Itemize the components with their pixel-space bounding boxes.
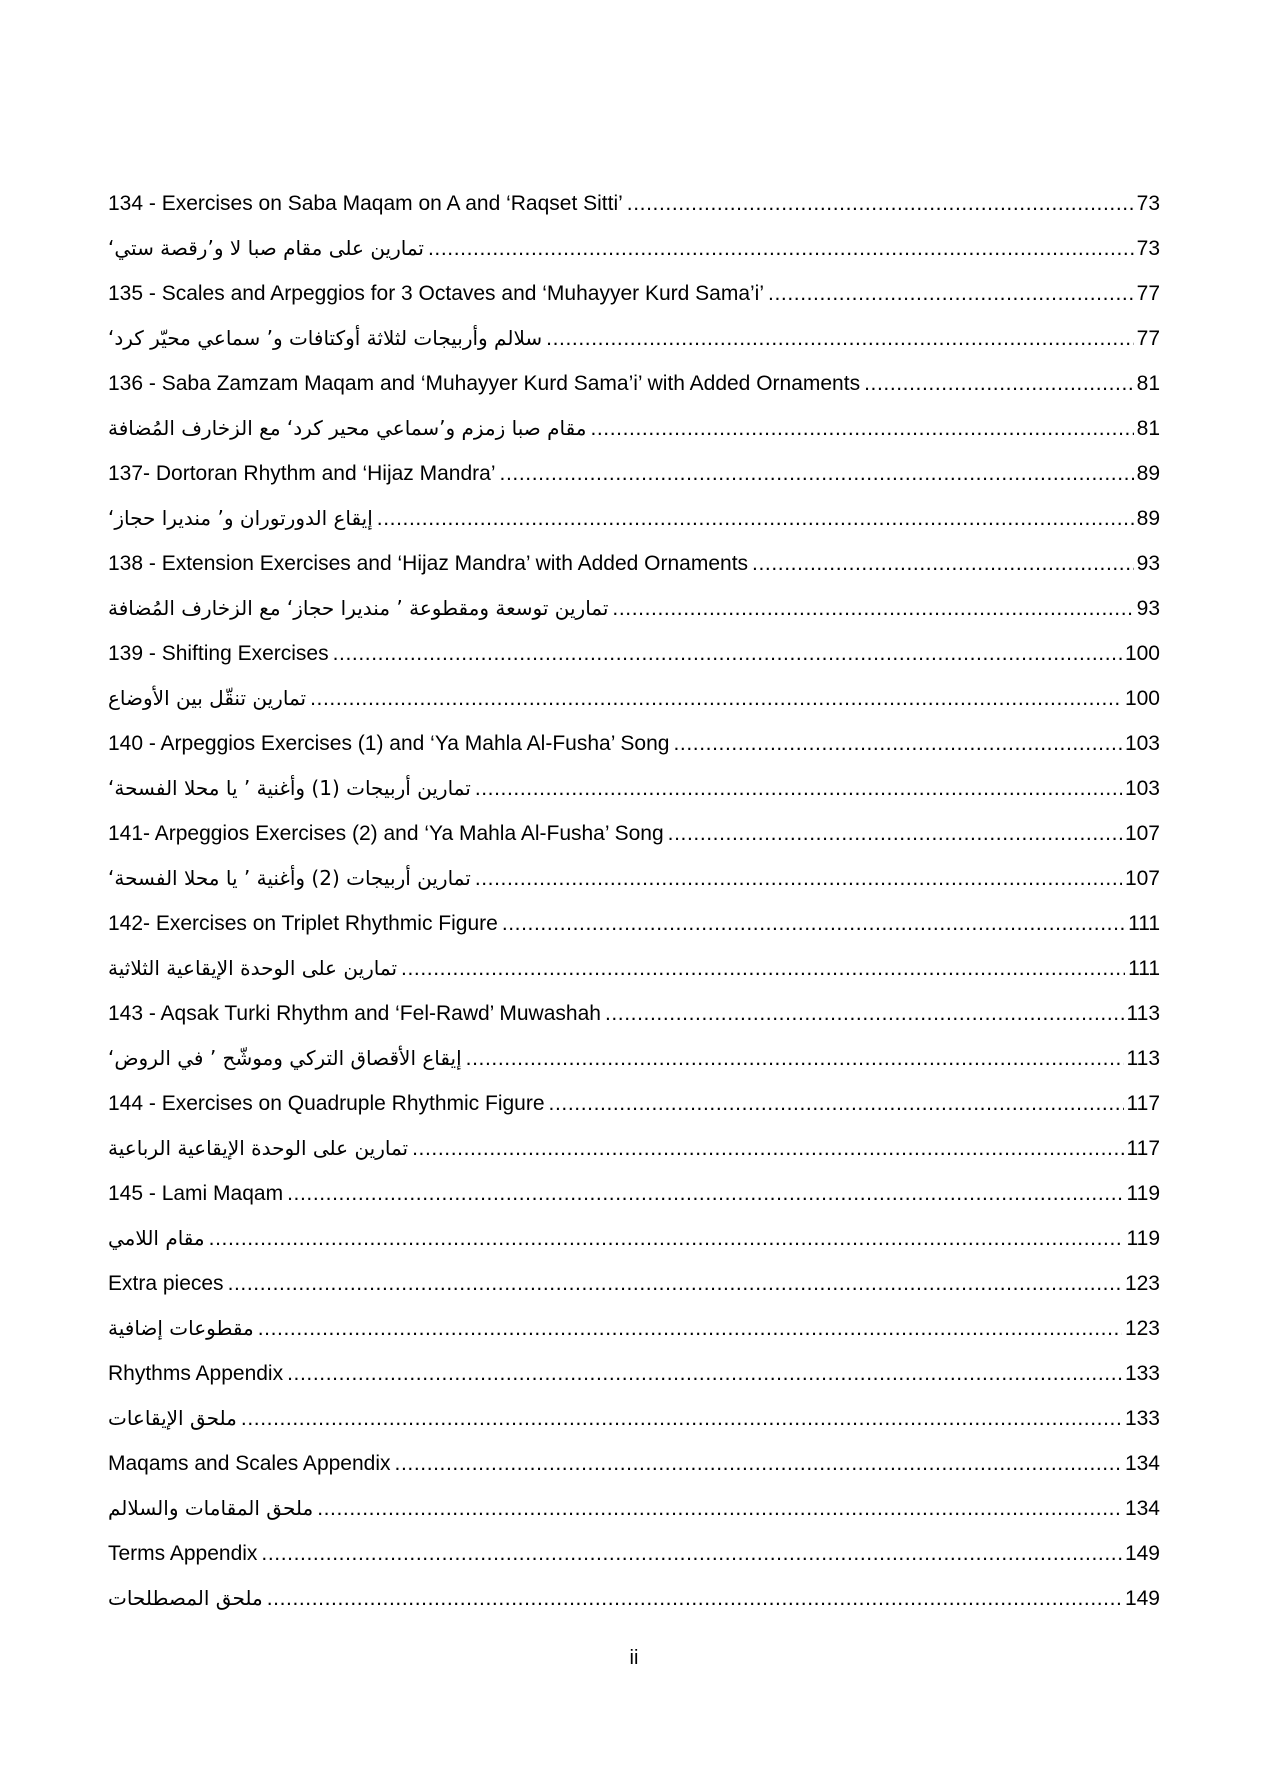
toc-entry[interactable] xyxy=(108,1306,1160,1351)
toc-entry-title: ملحق المقامات والسلالم xyxy=(108,1496,314,1520)
toc-entry-title: Extra pieces xyxy=(108,1272,224,1295)
toc-entry-page-number: 107 xyxy=(1124,867,1160,890)
toc-entry-title: سلالم وأربيجات لثلاثة أوكتافات و’ سماعي محيّر كرد‘ xyxy=(108,326,543,350)
toc-entry[interactable] xyxy=(108,946,1160,991)
dot-leader xyxy=(549,1081,1124,1126)
dot-leader xyxy=(673,721,1121,766)
dot-leader xyxy=(668,811,1122,856)
toc-entry[interactable] xyxy=(108,271,1160,316)
toc-entry[interactable] xyxy=(108,226,1160,271)
toc-entry-page-number: 100 xyxy=(1124,642,1160,665)
dot-leader xyxy=(412,1126,1123,1171)
toc-entry[interactable] xyxy=(108,856,1160,901)
toc-entry[interactable] xyxy=(108,1486,1160,1531)
toc-entry-title: تمارين على الوحدة الإيقاعية الثلاثية xyxy=(108,956,398,980)
page-number-footer: ii xyxy=(629,1647,639,1669)
dot-leader xyxy=(466,1036,1124,1081)
dot-leader xyxy=(428,226,1134,271)
toc-entry[interactable] xyxy=(108,766,1160,811)
toc-entry[interactable] xyxy=(108,631,1160,676)
toc-entry[interactable] xyxy=(108,721,1160,766)
toc-entry[interactable] xyxy=(108,541,1160,586)
dot-leader xyxy=(395,1441,1122,1486)
toc-entry-page-number: 117 xyxy=(1126,1137,1160,1160)
dot-leader xyxy=(590,406,1133,451)
toc-entry-page-number: 73 xyxy=(1136,237,1160,260)
toc-entry[interactable] xyxy=(108,1216,1160,1261)
toc-entry[interactable] xyxy=(108,586,1160,631)
dot-leader xyxy=(258,1306,1122,1351)
dot-leader xyxy=(241,1396,1122,1441)
toc-entry-title: ملحق المصطلحات xyxy=(108,1586,263,1610)
toc-entry[interactable] xyxy=(108,991,1160,1036)
toc-entry[interactable] xyxy=(108,1396,1160,1441)
dot-leader xyxy=(627,181,1134,226)
toc-entry-title: Terms Appendix xyxy=(108,1542,258,1565)
toc-entry[interactable] xyxy=(108,1171,1160,1216)
toc-entry-page-number: 103 xyxy=(1124,732,1160,755)
toc-entry[interactable] xyxy=(108,901,1160,946)
toc-entry-title: 141- Arpeggios Exercises (2) and ‘Ya Mahla Al-Fusha’ Song xyxy=(108,822,664,845)
toc-entry-title: مقام صبا زمزم و’سماعي محير كرد‘ مع الزخارف المُضافة xyxy=(108,416,587,440)
toc-entry-page-number: 149 xyxy=(1124,1587,1160,1610)
toc-entry-page-number: 119 xyxy=(1126,1227,1160,1250)
toc-entry-page-number: 113 xyxy=(1126,1002,1160,1025)
toc-entry-page-number: 103 xyxy=(1124,777,1160,800)
toc-entry[interactable] xyxy=(108,451,1160,496)
toc-entry-title: تمارين توسعة ومقطوعة ’ منديرا حجاز‘ مع الزخارف المُضافة xyxy=(108,596,609,620)
dot-leader xyxy=(475,766,1122,811)
toc-entry-title: تمارين تنقّل بين الأوضاع xyxy=(108,686,307,710)
toc-entry-page-number: 134 xyxy=(1124,1452,1160,1475)
toc-entry-title: 138 - Extension Exercises and ‘Hijaz Mandra’ with Added Ornaments xyxy=(108,552,749,575)
toc-entry-title: تمارين أربيجات (1) وأغنية ’ يا محلا الفسحة‘ xyxy=(108,776,471,800)
toc-entry-page-number: 133 xyxy=(1124,1362,1160,1385)
toc-entry-page-number: 77 xyxy=(1136,327,1160,350)
dot-leader xyxy=(287,1351,1122,1396)
toc-entry-title: 142- Exercises on Triplet Rhythmic Figure xyxy=(108,912,498,935)
toc-entry-page-number: 81 xyxy=(1136,417,1160,440)
dot-leader xyxy=(612,586,1133,631)
toc-entry[interactable] xyxy=(108,1261,1160,1306)
toc-entry[interactable] xyxy=(108,181,1160,226)
toc-entry-page-number: 134 xyxy=(1124,1497,1160,1520)
toc-entry-page-number: 123 xyxy=(1124,1317,1160,1340)
toc-entry-title: 137- Dortoran Rhythm and ‘Hijaz Mandra’ xyxy=(108,462,496,485)
toc-entry-page-number: 111 xyxy=(1128,957,1160,980)
toc-entry[interactable] xyxy=(108,1036,1160,1081)
dot-leader xyxy=(605,991,1124,1036)
dot-leader xyxy=(287,1171,1123,1216)
dot-leader xyxy=(546,316,1133,361)
dot-leader xyxy=(500,451,1134,496)
dot-leader xyxy=(317,1486,1122,1531)
toc-entry-title: 135 - Scales and Arpeggios for 3 Octaves and ‘Muhayyer Kurd Sama’i’ xyxy=(108,282,765,305)
toc-entry[interactable] xyxy=(108,496,1160,541)
toc-entry-title: تمارين أربيجات (2) وأغنية ’ يا محلا الفسحة‘ xyxy=(108,866,471,890)
dot-leader xyxy=(377,496,1134,541)
toc-entry[interactable] xyxy=(108,316,1160,361)
toc-entry-title: ملحق الإيقاعات xyxy=(108,1406,237,1430)
toc-entry[interactable] xyxy=(108,676,1160,721)
toc-entry-title: 139 - Shifting Exercises xyxy=(108,642,329,665)
toc-entry-title: Maqams and Scales Appendix xyxy=(108,1452,391,1475)
dot-leader xyxy=(475,856,1122,901)
dot-leader xyxy=(768,271,1134,316)
toc-entry-page-number: 93 xyxy=(1136,552,1160,575)
dot-leader xyxy=(228,1261,1122,1306)
dot-leader xyxy=(310,676,1122,721)
dot-leader xyxy=(401,946,1125,991)
table-of-contents xyxy=(108,181,1160,1621)
toc-entry[interactable] xyxy=(108,406,1160,451)
toc-entry-title: 145 - Lami Maqam xyxy=(108,1182,284,1205)
toc-entry[interactable] xyxy=(108,1441,1160,1486)
toc-entry[interactable] xyxy=(108,361,1160,406)
toc-entry-page-number: 73 xyxy=(1136,192,1160,215)
toc-entry[interactable] xyxy=(108,1081,1160,1126)
toc-entry-title: مقطوعات إضافية xyxy=(108,1316,254,1340)
toc-entry-page-number: 123 xyxy=(1124,1272,1160,1295)
toc-entry-page-number: 93 xyxy=(1136,597,1160,620)
toc-entry[interactable] xyxy=(108,1531,1160,1576)
toc-entry-title: 136 - Saba Zamzam Maqam and ‘Muhayyer Kurd Sama’i’ with Added Ornaments xyxy=(108,372,861,395)
toc-entry[interactable] xyxy=(108,811,1160,856)
dot-leader xyxy=(333,631,1122,676)
toc-entry-page-number: 149 xyxy=(1124,1542,1160,1565)
toc-entry-page-number: 113 xyxy=(1126,1047,1160,1070)
dot-leader xyxy=(267,1576,1122,1621)
toc-entry[interactable] xyxy=(108,1126,1160,1171)
toc-entry-title: تمارين على الوحدة الإيقاعية الرباعية xyxy=(108,1136,409,1160)
toc-entry-page-number: 81 xyxy=(1136,372,1160,395)
toc-entry-title: مقام اللامي xyxy=(108,1226,205,1250)
toc-entry-page-number: 119 xyxy=(1126,1182,1160,1205)
toc-entry-title: 140 - Arpeggios Exercises (1) and ‘Ya Mahla Al-Fusha’ Song xyxy=(108,732,670,755)
toc-entry-title: Rhythms Appendix xyxy=(108,1362,284,1385)
dot-leader xyxy=(752,541,1134,586)
toc-entry-title: 144 - Exercises on Quadruple Rhythmic Figure xyxy=(108,1092,545,1115)
toc-entry[interactable] xyxy=(108,1351,1160,1396)
toc-entry-page-number: 77 xyxy=(1136,282,1160,305)
dot-leader xyxy=(261,1531,1122,1576)
toc-entry-page-number: 89 xyxy=(1136,507,1160,530)
toc-entry[interactable] xyxy=(108,1576,1160,1621)
toc-entry-title: إيقاع الأقصاق التركي وموشّح ’ في الروض‘ xyxy=(108,1046,462,1070)
dot-leader xyxy=(502,901,1125,946)
toc-entry-page-number: 133 xyxy=(1124,1407,1160,1430)
toc-entry-title: تمارين على مقام صبا لا و’رقصة ستي‘ xyxy=(108,236,424,260)
dot-leader xyxy=(209,1216,1124,1261)
dot-leader xyxy=(864,361,1134,406)
toc-entry-page-number: 111 xyxy=(1128,912,1160,935)
toc-entry-title: 134 - Exercises on Saba Maqam on A and ‘Raqset Sitti’ xyxy=(108,192,623,215)
toc-entry-page-number: 89 xyxy=(1136,462,1160,485)
toc-entry-page-number: 117 xyxy=(1126,1092,1160,1115)
toc-entry-page-number: 107 xyxy=(1124,822,1160,845)
toc-entry-title: إيقاع الدورتوران و’ منديرا حجاز‘ xyxy=(108,506,373,530)
toc-entry-page-number: 100 xyxy=(1124,687,1160,710)
toc-entry-title: 143 - Aqsak Turki Rhythm and ‘Fel-Rawd’ Muwashah xyxy=(108,1002,601,1025)
